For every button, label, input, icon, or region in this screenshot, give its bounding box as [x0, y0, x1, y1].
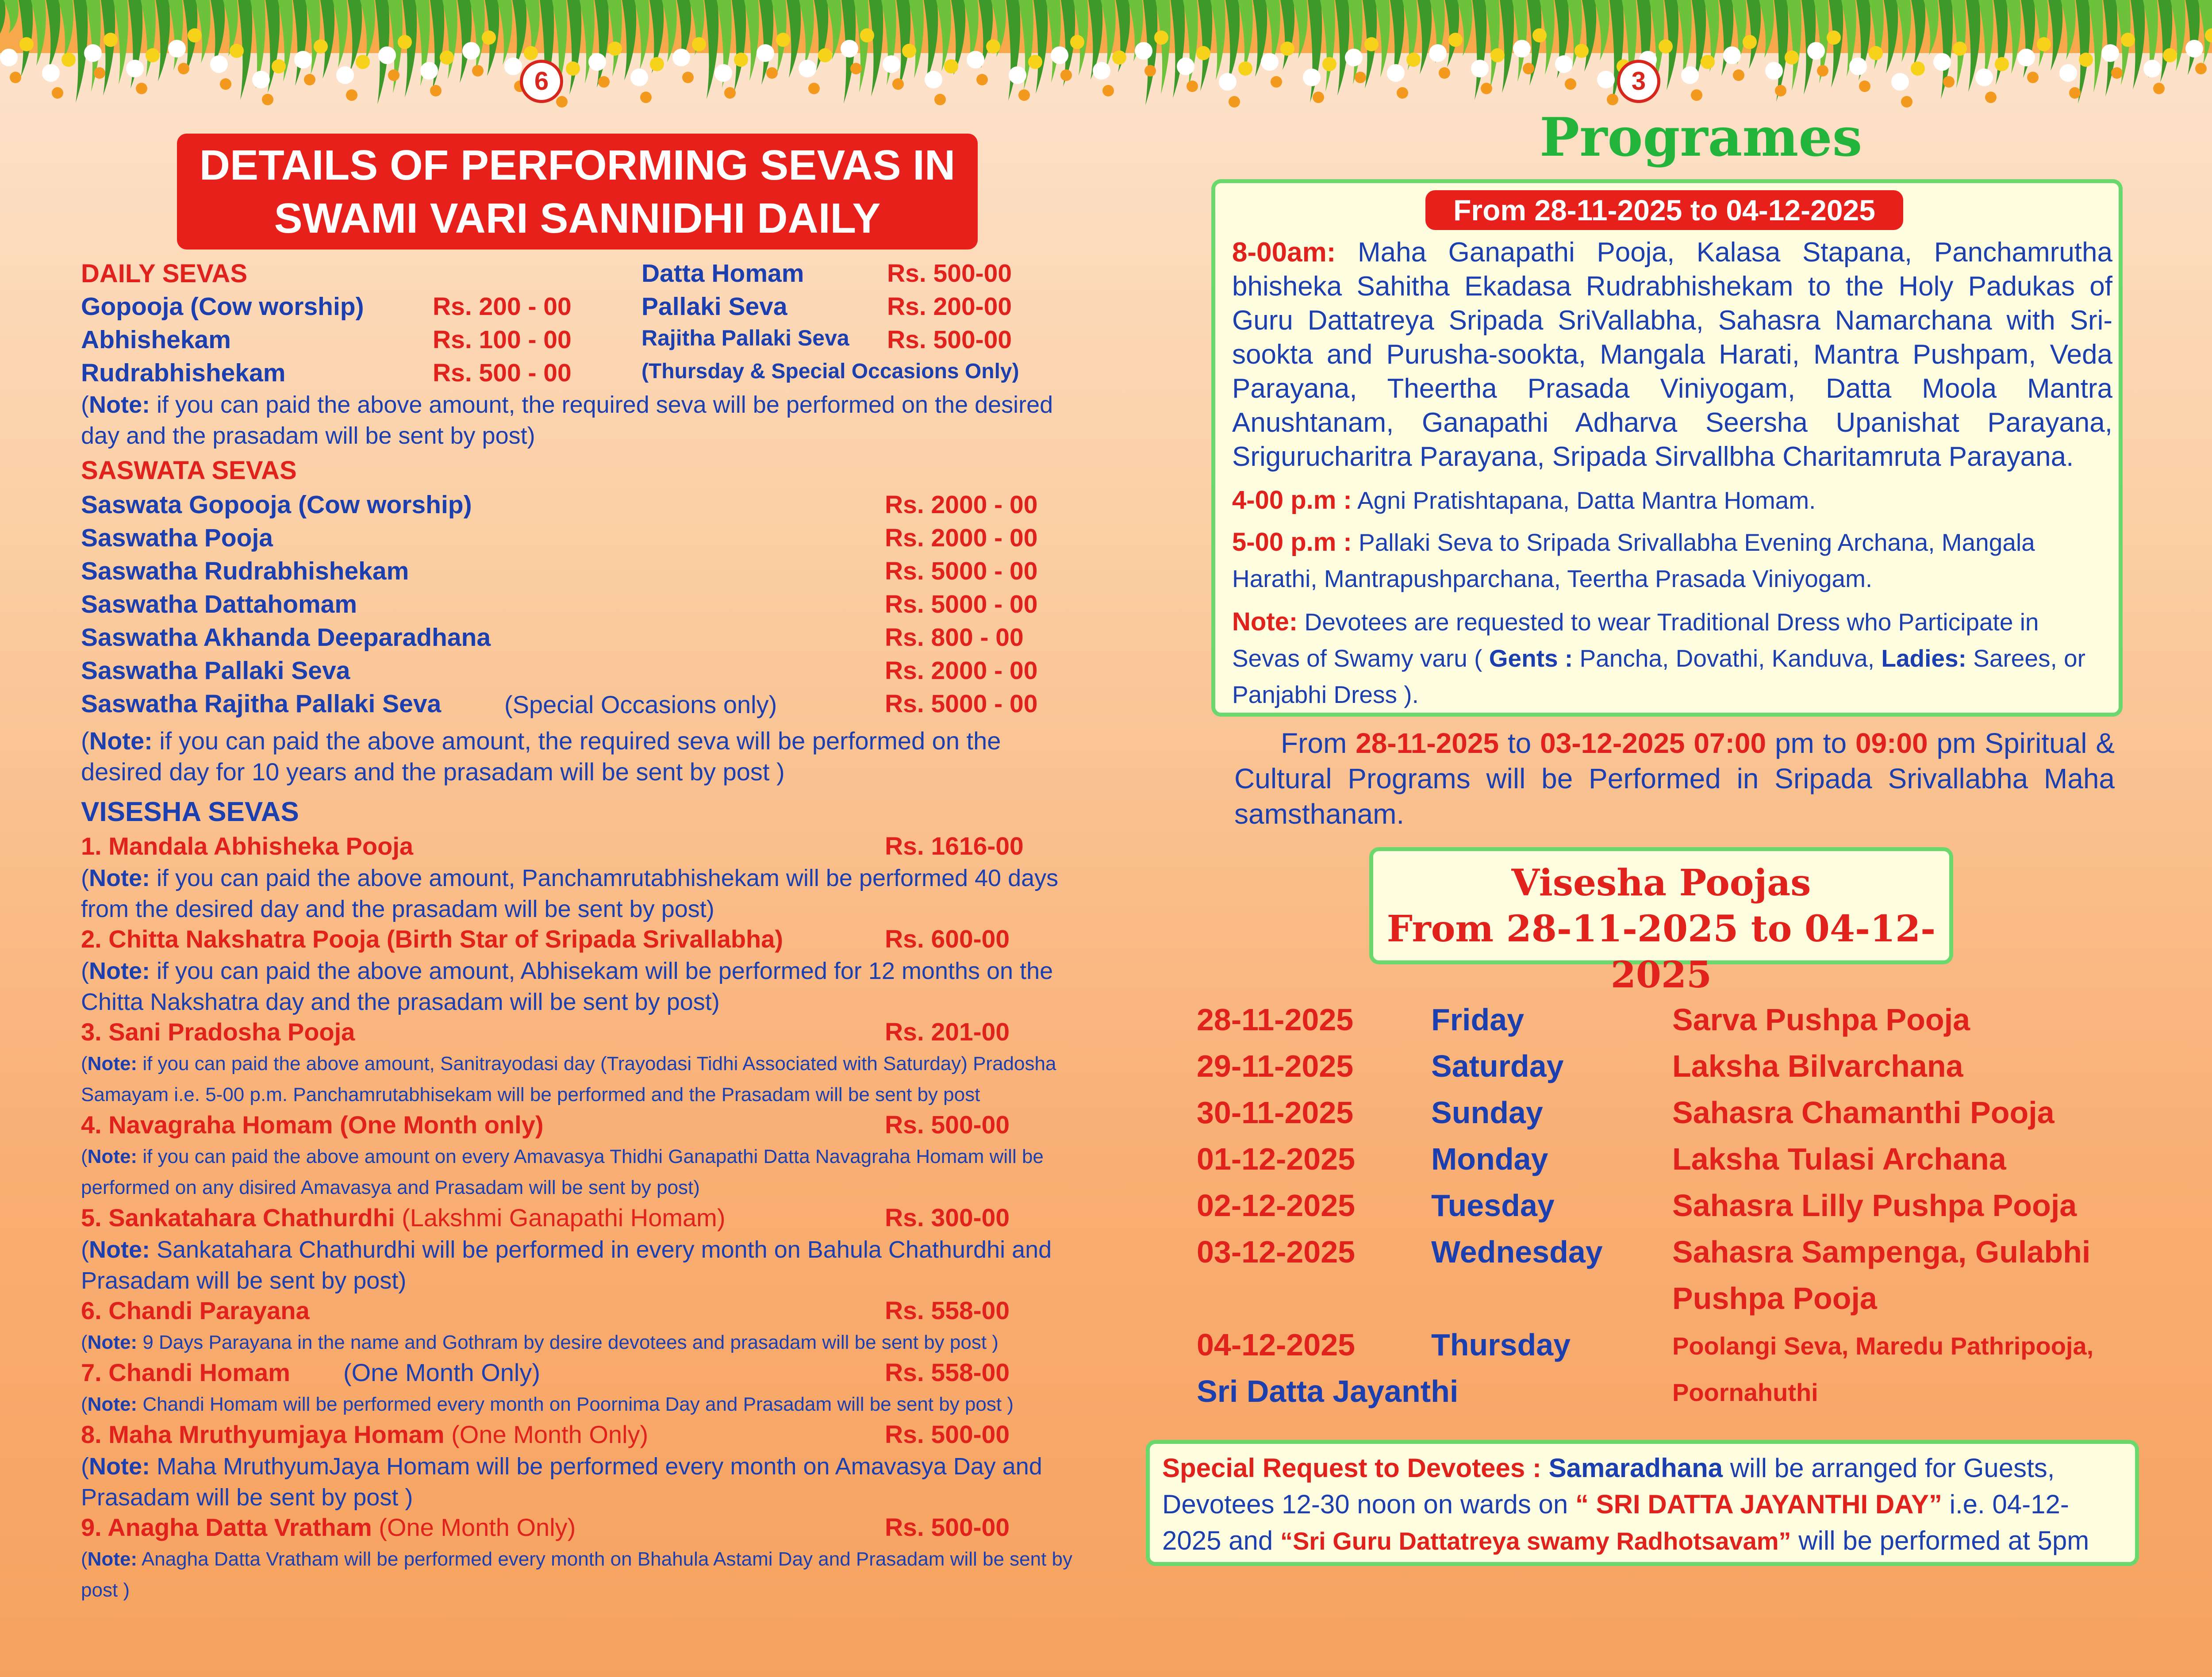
schedule-day: Saturday — [1431, 1049, 1564, 1083]
daily-item-name: Abhishekam — [81, 326, 231, 354]
visesha-poojas-box — [1369, 847, 1953, 996]
note-label: Note: — [88, 958, 150, 984]
gents-text: Pancha, Dovathi, Kanduva, — [1573, 645, 1882, 672]
visesha-item-name: 8. Maha Mruthyumjaya Homam — [81, 1420, 445, 1448]
daily-note: (Note: if you can paid the above amount, the required seva will be performed on the desired day and the prasadam will be sent by post) — [81, 391, 1053, 449]
paren: ( — [81, 1393, 88, 1415]
visesha-item-note — [81, 1389, 1081, 1420]
visesha-item-note — [81, 956, 1081, 1017]
program-8am — [1232, 235, 2112, 474]
visesha-item-extra: (Lakshmi Ganapathi Homam) — [395, 1204, 726, 1232]
schedule-date: 29-11-2025 — [1197, 1049, 1354, 1083]
schedule-date: 03-12-2025 — [1197, 1235, 1356, 1269]
program-dress-note — [1232, 604, 2112, 713]
note-label: Note: — [88, 865, 150, 891]
saswata-item-amount: Rs. 2000 - 00 — [885, 656, 1038, 685]
text: will be performed at 5pm — [1791, 1526, 2089, 1555]
schedule-pooja: Sarva Pushpa Pooja — [1672, 1002, 1970, 1037]
ladies-label: Ladies: — [1881, 645, 1966, 672]
note-label: Note: — [88, 1236, 150, 1263]
note-label: Note: — [87, 1393, 138, 1415]
program-time: 4-00 p.m : — [1232, 486, 1352, 514]
note-label: Note: — [89, 727, 153, 755]
visesha-item-amount: Rs. 558-00 — [885, 1358, 1010, 1387]
visesha-item — [81, 1296, 310, 1325]
visesha-item-name: 4. Navagraha Homam (One Month only) — [81, 1111, 544, 1139]
daily-right-amount: Rs. 200-00 — [887, 292, 1012, 321]
schedule-last-label: Sri Datta Jayanthi — [1197, 1374, 1459, 1408]
saswata-item-name: Saswatha Pallaki Seva — [81, 656, 350, 685]
visesha-item-note — [81, 1544, 1081, 1606]
schedule-day: Sunday — [1431, 1095, 1543, 1130]
programes-date-range: From 28-11-2025 to 04-12-2025 — [1425, 190, 1903, 230]
visesha-item-amount: Rs. 500-00 — [885, 1513, 1010, 1542]
note-label: Note: — [1232, 607, 1298, 636]
daily-right-amount: Rs. 500-00 — [887, 259, 1012, 288]
daily-right-name: Pallaki Seva — [641, 292, 787, 321]
text: to — [1499, 727, 1540, 759]
daily-special-occasions: (Thursday & Special Occasions Only) — [641, 360, 1019, 383]
programes-title: Programes — [1540, 106, 1863, 169]
saswata-note-text: if you can paid the above amount, the required seva will be performed on the desired day for 10 years and the prasadam will be sent by post ) — [81, 727, 1001, 786]
visesha-item — [81, 1513, 576, 1542]
paren: ( — [81, 1453, 89, 1480]
note-text: if you can paid the above amount, Sanitrayodasi day (Trayodasi Tidhi Associated with Saturday) Pradosha Samayam i.e. 5-00 p.m. Panchamrutabhisekam will be performed and the Prasadam will be sent by post — [81, 1053, 1056, 1105]
saswata-item-amount: Rs. 5000 - 00 — [885, 557, 1038, 585]
saswata-item-amount: Rs. 5000 - 00 — [885, 690, 1038, 718]
page-number-left: 6 — [520, 60, 563, 103]
flower-garland-decoration — [0, 0, 2212, 119]
visesha-item-extra: (One Month Only) — [444, 1420, 649, 1448]
note-label: Note: — [87, 1548, 138, 1570]
saswata-sevas-title: SASWATA SEVAS — [81, 456, 297, 485]
saswata-item-name: Saswatha Rudrabhishekam — [81, 557, 409, 585]
visesha-item-extra: (One Month Only) — [372, 1513, 576, 1541]
daily-item-amount: Rs. 200 - 00 — [433, 292, 572, 321]
special-request-label: Special Request to Devotees : — [1162, 1453, 1541, 1483]
note-text: Sankatahara Chathurdhi will be performed in every month on Bahula Chathurdhi and Prasadam will be sent by post) — [81, 1236, 1052, 1294]
schedule-pooja: Poolangi Seva, Maredu Pathripooja, — [1672, 1332, 2094, 1360]
program-text: Pallaki Seva to Sripada Srivallabha Evening Archana, Mangala Harathi, Mantrapushparchana, Teertha Prasada Viniyogam. — [1232, 529, 2035, 592]
note-label: Note: — [87, 1053, 138, 1075]
visesha-item — [81, 925, 783, 953]
note-text: if you can paid the above amount on every Amavasya Thidhi Ganapathi Datta Navagraha Homam will be performed on any disired Amavasya and Prasadam will be sent by post) — [81, 1146, 1044, 1198]
schedule-date: 30-11-2025 — [1197, 1095, 1354, 1130]
note-text: Maha MruthyumJaya Homam will be performed every month on Amavasya Day and Prasadam will be sent by post ) — [81, 1453, 1042, 1511]
saswata-item-amount: Rs. 2000 - 00 — [885, 524, 1038, 552]
note-label: Note: — [88, 1453, 150, 1480]
program-time: 5-00 p.m : — [1232, 528, 1352, 556]
date: 03-12-2025 — [1540, 727, 1685, 759]
note-text: Chandi Homam will be performed every month on Poornima Day and Prasadam will be sent by post ) — [137, 1393, 1014, 1415]
visesha-poojas-title: Visesha Poojas — [1511, 862, 1811, 904]
saswata-item-name: Saswatha Dattahomam — [81, 590, 357, 618]
visesha-item-name: 5. Sankatahara Chathurdhi — [81, 1204, 395, 1232]
daily-note-text: if you can paid the above amount, the required seva will be performed on the desired day and the prasadam will be sent by post) — [81, 391, 1053, 449]
visesha-item-name: 6. Chandi Parayana — [81, 1297, 310, 1324]
program-time: 8-00am: — [1232, 237, 1336, 268]
note-label: Note: — [88, 391, 150, 418]
schedule-last-pooja: Poornahuthi — [1672, 1378, 1818, 1406]
note-text: if you can paid the above amount, Panchamrutabhishekam will be performed 40 days from the desired day and the prasadam will be sent by post) — [81, 865, 1059, 922]
paren: ( — [81, 958, 89, 984]
saswata-item-amount: Rs. 800 - 00 — [885, 623, 1024, 652]
banner-line2: SWAMI VARI SANNIDHI DAILY — [274, 195, 881, 242]
schedule-pooja: Sahasra Sampenga, Gulabhi — [1672, 1235, 2091, 1269]
visesha-item-name: 7. Chandi Homam — [81, 1358, 290, 1386]
sevas-banner — [177, 134, 978, 249]
time: 09:00 — [1855, 727, 1928, 759]
saswata-item-name: Saswatha Pooja — [81, 524, 273, 552]
visesha-item — [81, 1420, 648, 1449]
schedule-pooja: Sahasra Chamanthi Pooja — [1672, 1095, 2055, 1130]
schedule-day: Friday — [1431, 1002, 1525, 1037]
note-text: Devotees are requested to wear Traditional Dress who Participate in Sevas of Swamy varu ( — [1232, 608, 2039, 672]
schedule-date: 01-12-2025 — [1197, 1142, 1356, 1176]
daily-right-name: Rajitha Pallaki Seva — [641, 326, 849, 350]
schedule-day: Monday — [1431, 1142, 1548, 1176]
visesha-item-note — [81, 1141, 1081, 1203]
banner-line1: DETAILS OF PERFORMING SEVAS IN — [199, 142, 956, 189]
note-text: if you can paid the above amount, Abhisekam will be performed for 12 months on the Chitta Nakshatra day and the prasadam will be sent by post) — [81, 958, 1053, 1015]
visesha-item-amount: Rs. 201-00 — [885, 1018, 1010, 1046]
visesha-item-name: 1. Mandala Abhisheka Pooja — [81, 832, 414, 860]
visesha-item-note — [81, 1327, 1081, 1358]
visesha-item — [81, 1110, 544, 1139]
samaradhana: Samaradhana — [1541, 1453, 1723, 1483]
schedule-pooja: Sahasra Lilly Pushpa Pooja — [1672, 1188, 2077, 1223]
visesha-item — [81, 832, 413, 860]
daily-item-amount: Rs. 500 - 00 — [433, 359, 572, 387]
schedule-date: 04-12-2025 — [1197, 1328, 1356, 1362]
text: pm to — [1766, 727, 1855, 759]
saswata-item-name: Saswatha Akhanda Deeparadhana — [81, 623, 491, 652]
visesha-item-amount: Rs. 1616-00 — [885, 832, 1024, 860]
saswata-item-amount: Rs. 2000 - 00 — [885, 491, 1038, 519]
paren: ( — [81, 865, 89, 891]
saswata-note: (Note: if you can paid the above amount, the required seva will be performed on the desired day for 10 years and the prasadam will be sent by post ) — [81, 727, 1001, 786]
paren: ( — [81, 1332, 88, 1353]
visesha-item — [81, 1358, 540, 1387]
visesha-item-name: 2. Chitta Nakshatra Pooja (Birth Star of Sripada Srivallabha) — [81, 925, 783, 953]
saswata-item-name: Saswatha Rajitha Pallaki Seva — [81, 690, 442, 718]
program-5pm — [1232, 524, 2112, 597]
datta-jayanthi-day: “ SRI DATTA JAYANTHI DAY” — [1575, 1489, 1943, 1519]
paren: ( — [81, 1236, 89, 1263]
saswata-item-amount: Rs. 5000 - 00 — [885, 590, 1038, 618]
visesha-item — [81, 1203, 725, 1232]
program-text: Agni Pratishtapana, Datta Mantra Homam. — [1352, 487, 1816, 514]
paren: ( — [81, 1146, 88, 1167]
paren: ( — [81, 1548, 88, 1570]
visesha-item-amount: Rs. 500-00 — [885, 1111, 1010, 1139]
visesha-poojas-range: From 28-11-2025 to 04-12-2025 — [1386, 908, 1936, 996]
schedule-pooja: Laksha Tulasi Archana — [1672, 1142, 2006, 1176]
saswata-special-occasions: (Special Occasions only) — [504, 691, 777, 718]
visesha-item-note — [81, 1451, 1081, 1513]
text: i.e. 04-12-2025 and — [1162, 1489, 2069, 1555]
visesha-item-note — [81, 1234, 1081, 1296]
visesha-item-name: 3. Sani Pradosha Pooja — [81, 1018, 355, 1046]
note-label: Note: — [87, 1332, 138, 1353]
text: pm Spiritual & Cultural Programs will be Performed in Sripada Srivallabha Maha samsthanam. — [1234, 727, 2115, 830]
cultural-programs-text — [1234, 725, 2115, 832]
schedule-pooja: Laksha Bilvarchana — [1672, 1049, 1963, 1083]
visesha-item-note — [81, 863, 1081, 925]
visesha-item — [81, 1017, 355, 1046]
schedule-day: Tuesday — [1431, 1188, 1555, 1223]
visesha-item-extra: (One Month Only) — [343, 1358, 541, 1386]
visesha-item-amount: Rs. 600-00 — [885, 925, 1010, 953]
schedule-day: Thursday — [1431, 1328, 1571, 1362]
daily-item-name: Gopooja (Cow worship) — [81, 292, 364, 321]
radhotsavam: “Sri Guru Dattatreya swamy Radhotsavam” — [1280, 1527, 1791, 1555]
visesha-sevas-title: VISESHA SEVAS — [81, 797, 299, 827]
paren: ( — [81, 1053, 88, 1075]
note-text: 9 Days Parayana in the name and Gothram by desire devotees and prasadam will be sent by post ) — [137, 1332, 998, 1353]
schedule-date: 28-11-2025 — [1197, 1002, 1354, 1037]
saswata-item-name: Saswata Gopooja (Cow worship) — [81, 491, 472, 519]
visesha-item-amount: Rs. 558-00 — [885, 1297, 1010, 1325]
page-number-right: 3 — [1617, 60, 1660, 103]
text: From — [1281, 727, 1356, 759]
schedule-day: Wednesday — [1431, 1235, 1603, 1269]
gents-label: Gents : — [1489, 645, 1573, 672]
special-request-box — [1146, 1440, 2139, 1566]
daily-sevas-title: DAILY SEVAS — [81, 259, 248, 288]
ladies-text: Sarees, or Panjabhi Dress ). — [1232, 645, 2085, 708]
program-4pm — [1232, 482, 2112, 518]
visesha-item-note — [81, 1048, 1081, 1110]
note-label: Note: — [87, 1146, 138, 1167]
time: 07:00 — [1685, 727, 1767, 759]
visesha-item-name: 9. Anagha Datta Vratham — [81, 1513, 372, 1541]
date: 28-11-2025 — [1356, 727, 1499, 759]
daily-right-amount: Rs. 500-00 — [887, 326, 1012, 354]
daily-right-name: Datta Homam — [641, 259, 804, 288]
daily-item-amount: Rs. 100 - 00 — [433, 326, 572, 354]
schedule-pooja: Pushpa Pooja — [1672, 1281, 1877, 1316]
note-text: Anagha Datta Vratham will be performed every month on Bhahula Astami Day and Prasadam will be sent by post ) — [81, 1548, 1073, 1601]
visesha-item-amount: Rs. 300-00 — [885, 1204, 1010, 1232]
schedule-date: 02-12-2025 — [1197, 1188, 1356, 1223]
program-text: Maha Ganapathi Pooja, Kalasa Stapana, Panchamrutha bhisheka Sahitha Ekadasa Rudrabhishekam to the Holy Padukas of Guru Dattatreya Sripada SriVallabha, Sahasra Namarchana with Sri-sookta and Purusha-sookta, Mangala Harati, Mantra Pushpam, Veda Parayana, Theertha Prasada Viniyogam, Datta Moola Mantra Anushtanam, Ganapathi Adharva Seersha Upanishat Parayana, Srigurucharitra Parayana, Sripada Sirvallbha Charitamruta Parayana. — [1232, 237, 2112, 472]
visesha-item-amount: Rs. 500-00 — [885, 1420, 1010, 1449]
daily-item-name: Rudrabhishekam — [81, 359, 286, 387]
text: will be arranged for Guests, Devotees 12-30 noon on wards on — [1162, 1453, 2055, 1519]
